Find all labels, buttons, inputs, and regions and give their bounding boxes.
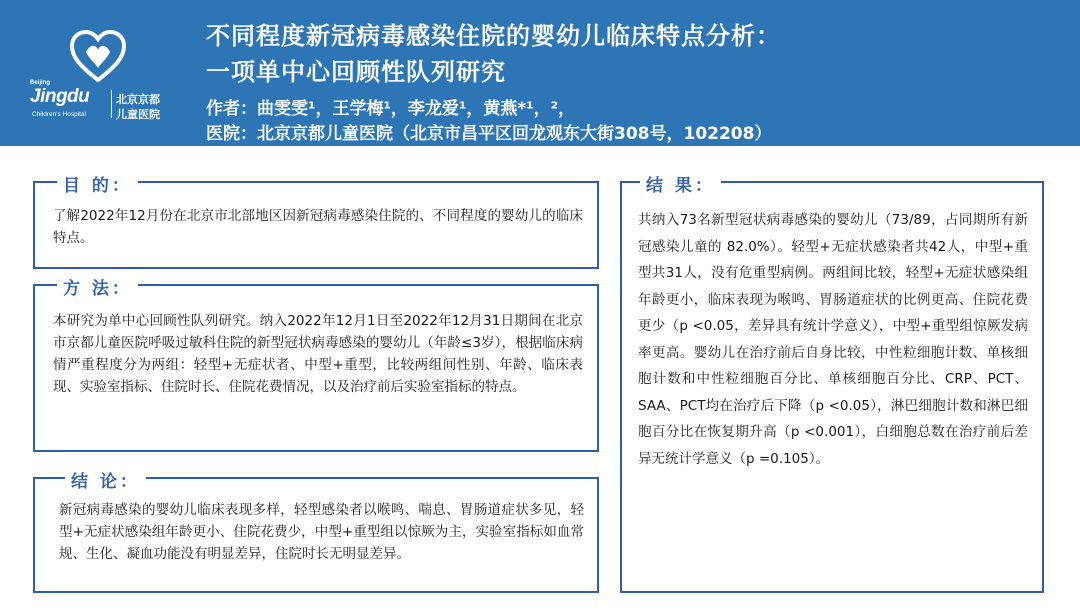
poster-title-line1: 不同程度新冠病毒感染住院的婴幼儿临床特点分析：	[206, 22, 781, 50]
logo-brand-text: Jingdu	[30, 86, 90, 107]
logo-subtitle: Children's Hospital	[32, 111, 86, 118]
logo-cn-line1: 北京京都	[116, 93, 160, 106]
method-text: 本研究为单中心回顾性队列研究。纳入2022年12月1日至2022年12月31日期间在北京市京都儿童医院呼吸过敏科住院的新型冠状病毒感染的婴幼儿（年龄≤3岁），根据临床病情严重程度分为两组：轻型+无症状者、中型+重型，比较两组间性别、年龄、临床表现、实验室指标、住院时长、住院花费情况，以及治疗前后实验室指标的特点。	[53, 313, 583, 395]
logo-beijing-text: Beijing	[30, 80, 51, 86]
objective-box	[33, 176, 599, 269]
conclusion-box	[33, 472, 599, 593]
hospital-line: 医院：北京京都儿童医院（北京市昌平区回龙观东大街308号，102208）	[206, 124, 772, 144]
method-label: 方 法：	[57, 274, 138, 299]
method-box	[33, 279, 599, 452]
logo-divider	[111, 90, 112, 118]
hospital-logo	[28, 28, 178, 123]
poster-title-line2: 一项单中心回顾性队列研究	[206, 58, 506, 86]
authors-line: 作者：曲雯雯¹，王学梅¹，李龙爱¹，黄燕*¹，²，	[206, 99, 576, 119]
result-box	[620, 176, 1044, 593]
conclusion-label: 结 论：	[65, 467, 146, 492]
objective-label: 目 的：	[57, 171, 138, 196]
header-banner	[0, 0, 1080, 146]
logo-cn-line2: 儿童医院	[116, 108, 160, 121]
result-label: 结 果：	[640, 171, 721, 196]
objective-text: 了解2022年12月份在北京市北部地区因新冠病毒感染住院的、不同程度的婴幼儿的临床特点。	[53, 208, 583, 246]
heart-logo-icon	[70, 30, 126, 82]
conclusion-text: 新冠病毒感染的婴幼儿临床表现多样，轻型感染者以喉鸣、喘息、胃肠道症状多见，轻型+无症状感染组年龄更小、住院花费少，中型+重型组以惊厥为主，实验室指标如血常规、生化、凝血功能没有明显差异，住院时长无明显差异。	[59, 502, 584, 562]
result-text: 共纳入73名新型冠状病毒感染的婴幼儿（73/89，占同期所有新冠感染儿童的 82.0%）。轻型+无症状感染者共42人，中型+重型共31人，没有危重型病例。两组间比较，轻型+无症状感染组年龄更小，临床表现为喉鸣、胃肠道症状的比例更高、住院花费更少（p <0.05，差异具有统计学意义），中型+重型组惊厥发病率更高。婴幼儿在治疗前后自身比较，中性粒细胞计数、单核细胞计数和中性粒细胞百分比、单核细胞百分比、CRP、PCT、SAA、PCT均在治疗后下降（p <0.05），淋巴细胞计数和淋巴细胞百分比在恢复期升高（p <0.001），白细胞总数在治疗前后差异无统计学意义（p =0.105）。	[638, 212, 1028, 467]
